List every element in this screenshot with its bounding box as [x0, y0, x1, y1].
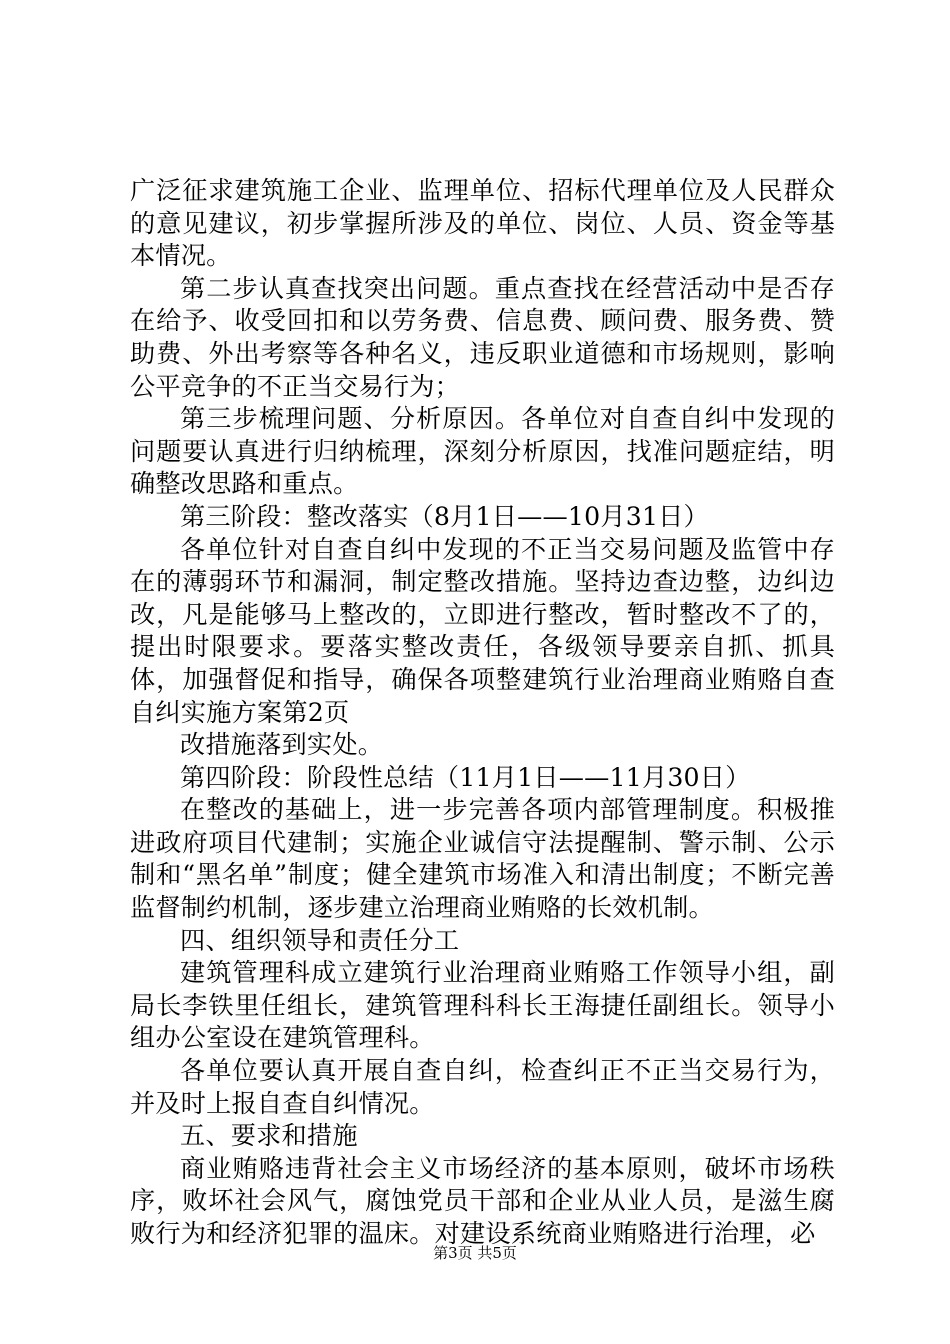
paragraph-11: 各单位要认真开展自查自纠，检查纠正不正当交易行为，并及时上报自查自纠情况。 [130, 1056, 835, 1118]
paragraph-1: 广泛征求建筑施工企业、监理单位、招标代理单位及人民群众的意见建议，初步掌握所涉及的单位、岗位、人员、资金等基本情况。 [130, 176, 835, 271]
paragraph-8: 在整改的基础上，进一步完善各项内部管理制度。积极推进政府项目代建制；实施企业诚信守法提醒制、警示制、公示制和“黑名单”制度；健全建筑市场准入和清出制度；不断完善监督制约机制，逐步建立治理商业贿赂的长效机制。 [130, 795, 835, 923]
paragraph-13: 商业贿赂违背社会主义市场经济的基本原则，破坏市场秩序，败坏社会风气，腐蚀党员干部和企业从业人员，是滋生腐败行为和经济犯罪的温床。对建设系统商业贿赂进行治理，必 [130, 1153, 835, 1248]
section-heading-organization: 四、组织领导和责任分工 [180, 925, 460, 955]
paragraph-3: 第三步梳理问题、分析原因。各单位对自查自纠中发现的问题要认真进行归纳梳理，深刻分析原因，找准问题症结，明确整改思路和重点。 [130, 404, 835, 499]
page-footer [0, 1243, 950, 1263]
paragraph-10: 建筑管理科成立建筑行业治理商业贿赂工作领导小组，副局长李铁里任组长，建筑管理科科长王海捷任副组长。领导小组办公室设在建筑管理科。 [130, 958, 835, 1053]
section-heading-requirements: 五、要求和措施 [180, 1121, 358, 1151]
section-heading-stage-4: 第四阶段：阶段性总结（11月1日——11月30日） [180, 762, 751, 792]
page-indicator: 第3页 共5页 [433, 1244, 517, 1262]
paragraph-6: 改措施落到实处。 [180, 730, 384, 760]
paragraph-5: 各单位针对自查自纠中发现的不正当交易问题及监管中存在的薄弱环节和漏洞，制定整改措施。坚持边查边整，边纠边改，凡是能够马上整改的，立即进行整改，暂时整改不了的，提出时限要求。要落实整改责任，各级领导要亲自抓、抓具体，加强督促和指导，确保各项整建筑行业治理商业贿赂自查自纠实施方案第2页 [130, 534, 835, 727]
paragraph-2: 第二步认真查找突出问题。重点查找在经营活动中是否存在给予、收受回扣和以劳务费、信息费、顾问费、服务费、赞助费、外出考察等各种名义，违反职业道德和市场规则，影响公平竞争的不正当交易行为； [130, 273, 835, 401]
document-body [130, 175, 835, 1251]
section-heading-stage-3: 第三阶段：整改落实（8月1日——10月31日） [180, 501, 709, 531]
